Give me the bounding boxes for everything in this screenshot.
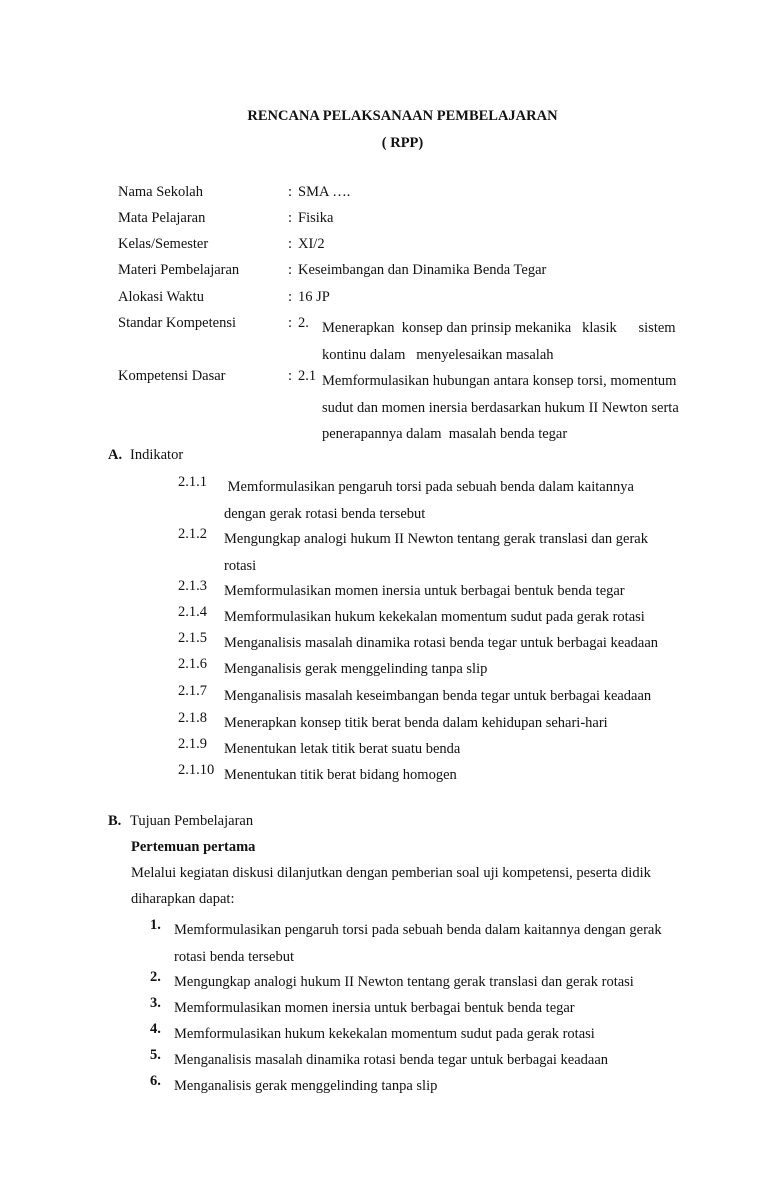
colon: : bbox=[288, 315, 293, 331]
identity-value: 16 JP bbox=[298, 289, 330, 305]
text-line: Memformulasikan hubungan antara konsep torsi, momentum bbox=[322, 373, 677, 389]
indicator-text: Menganalisis masalah keseimbangan benda tegar untuk berbagai keadaan bbox=[224, 688, 652, 704]
identity-row bbox=[118, 262, 698, 288]
objective-number: 5. bbox=[150, 1047, 161, 1063]
text-line: Menerapkan konsep dan prinsip mekanika klasik sistem bbox=[322, 320, 676, 336]
section-letter: B. bbox=[108, 813, 122, 829]
colon: : bbox=[288, 262, 293, 278]
standar-kompetensi-row bbox=[118, 315, 698, 369]
section-title: Indikator bbox=[130, 447, 184, 463]
indicator-code: 2.1.9 bbox=[178, 736, 207, 752]
objective-text: Memformulasikan momen inersia untuk berbagai bentuk benda tegar bbox=[174, 1000, 575, 1016]
colon: : bbox=[288, 368, 293, 384]
objective-number: 3. bbox=[150, 995, 161, 1011]
kompetensi-dasar-row bbox=[118, 368, 698, 448]
objective-text: Menganalisis masalah dinamika rotasi benda tegar untuk berbagai keadaan bbox=[174, 1052, 609, 1068]
objective-number: 1. bbox=[150, 917, 161, 933]
colon: : bbox=[288, 289, 293, 305]
indicator-text: Menentukan titik berat bidang homogen bbox=[224, 767, 457, 783]
indicator-text bbox=[224, 474, 684, 527]
indicator-code: 2.1.6 bbox=[178, 656, 207, 672]
identity-row bbox=[118, 289, 698, 315]
text-line: rotasi bbox=[224, 557, 257, 574]
identity-label: Kompetensi Dasar bbox=[118, 368, 226, 384]
standar-number: 2. bbox=[298, 315, 309, 331]
indicator-text: Menerapkan konsep titik berat benda dalam kehidupan sehari-hari bbox=[224, 715, 608, 731]
indicator-text bbox=[224, 526, 684, 579]
indicator-code: 2.1.4 bbox=[178, 604, 207, 620]
identity-row bbox=[118, 184, 698, 210]
indicator-code: 2.1.1 bbox=[178, 474, 207, 490]
colon: : bbox=[288, 184, 293, 200]
objective-text: Mengungkap analogi hukum II Newton tentang gerak translasi dan gerak rotasi bbox=[174, 974, 634, 990]
indicator-code: 2.1.5 bbox=[178, 630, 207, 646]
identity-label: Mata Pelajaran bbox=[118, 210, 206, 226]
section-b-heading bbox=[108, 813, 253, 830]
document-title: RENCANA PELAKSANAAN PEMBELAJARAN bbox=[247, 108, 558, 124]
text-line: Memformulasikan pengaruh torsi pada sebuah benda dalam kaitannya dengan gerak bbox=[174, 922, 662, 938]
meeting-heading: Pertemuan pertama bbox=[131, 839, 256, 855]
objective-number: 4. bbox=[150, 1021, 161, 1037]
identity-value: Fisika bbox=[298, 210, 334, 226]
text-line: dengan gerak rotasi benda tersebut bbox=[224, 505, 426, 522]
indicator-text: Memformulasikan hukum kekekalan momentum sudut pada gerak rotasi bbox=[224, 609, 645, 625]
text-line: Memformulasikan pengaruh torsi pada sebuah benda dalam kaitannya bbox=[224, 479, 634, 495]
dasar-text bbox=[322, 368, 698, 448]
identity-label: Standar Kompetensi bbox=[118, 315, 236, 331]
identity-label: Materi Pembelajaran bbox=[118, 262, 240, 278]
indicator-text: Menganalisis masalah dinamika rotasi benda tegar untuk berbagai keadaan bbox=[224, 635, 659, 651]
indicator-text: Menganalisis gerak menggelinding tanpa slip bbox=[224, 661, 488, 677]
indicator-code: 2.1.3 bbox=[178, 578, 207, 594]
dasar-number: 2.1 bbox=[298, 368, 317, 384]
section-a-heading bbox=[108, 447, 183, 464]
identity-row bbox=[118, 236, 698, 262]
indicator-text: Menentukan letak titik berat suatu benda bbox=[224, 741, 461, 757]
colon: : bbox=[288, 236, 293, 252]
indicator-text: Memformulasikan momen inersia untuk berbagai bentuk benda tegar bbox=[224, 583, 625, 599]
text-line: Mengungkap analogi hukum II Newton tentang gerak translasi dan gerak bbox=[224, 531, 648, 547]
objective-text bbox=[174, 917, 694, 970]
objective-number: 6. bbox=[150, 1073, 161, 1089]
objective-intro-line: diharapkan dapat: bbox=[131, 891, 235, 907]
indicator-code: 2.1.8 bbox=[178, 710, 207, 726]
colon: : bbox=[288, 210, 293, 226]
indicator-code: 2.1.2 bbox=[178, 526, 207, 542]
indicator-code: 2.1.10 bbox=[178, 762, 215, 778]
identity-label: Alokasi Waktu bbox=[118, 289, 204, 305]
text-line: penerapannya dalam masalah benda tegar bbox=[322, 426, 568, 442]
objective-text: Memformulasikan hukum kekekalan momentum sudut pada gerak rotasi bbox=[174, 1026, 595, 1042]
identity-label: Kelas/Semester bbox=[118, 236, 209, 252]
objective-intro-line: Melalui kegiatan diskusi dilanjutkan dengan pemberian soal uji kompetensi, peserta didik bbox=[131, 865, 651, 881]
text-line: kontinu dalam menyelesaikan masalah bbox=[322, 346, 554, 363]
text-line: sudut dan momen inersia berdasarkan hukum II Newton serta bbox=[322, 399, 679, 416]
document-subtitle: ( RPP) bbox=[381, 135, 424, 151]
identity-value: Keseimbangan dan Dinamika Benda Tegar bbox=[298, 262, 547, 278]
standar-text bbox=[322, 315, 698, 368]
text-line: rotasi benda tersebut bbox=[174, 948, 294, 965]
objective-text: Menganalisis gerak menggelinding tanpa slip bbox=[174, 1078, 438, 1094]
identity-value: XI/2 bbox=[298, 236, 325, 252]
identity-value: SMA …. bbox=[298, 184, 351, 200]
indicator-code: 2.1.7 bbox=[178, 683, 207, 699]
identity-label: Nama Sekolah bbox=[118, 184, 203, 200]
section-title: Tujuan Pembelajaran bbox=[130, 813, 254, 829]
section-letter: A. bbox=[108, 447, 123, 463]
identity-row bbox=[118, 210, 698, 236]
objective-number: 2. bbox=[150, 969, 161, 985]
